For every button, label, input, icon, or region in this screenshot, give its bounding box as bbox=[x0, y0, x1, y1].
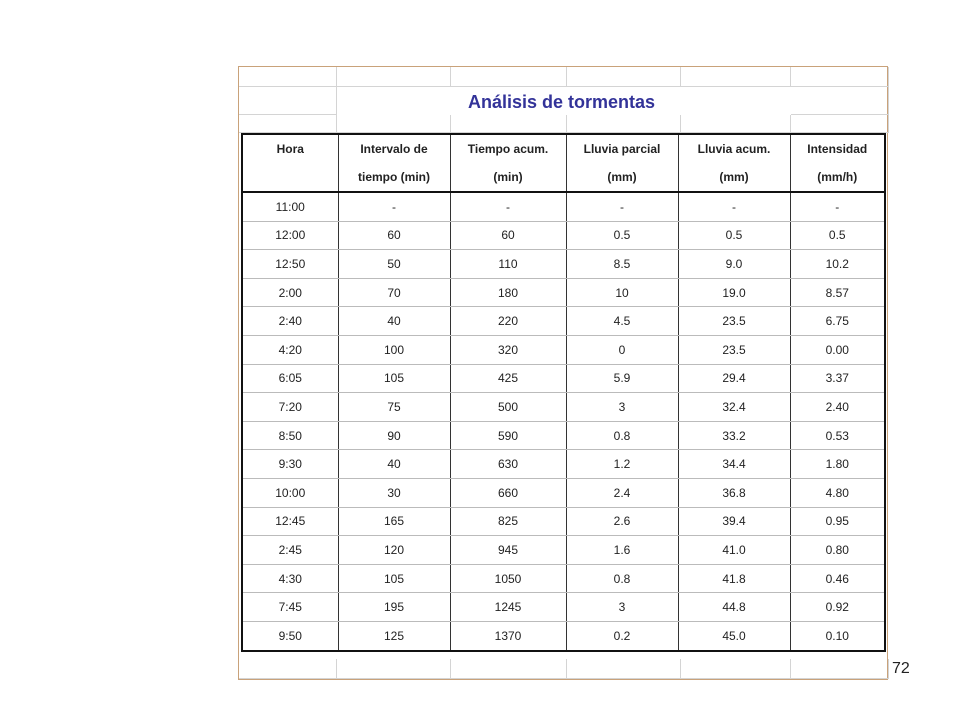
header-cell bbox=[242, 163, 338, 192]
table-row bbox=[242, 278, 885, 307]
grid-cell bbox=[567, 659, 681, 679]
table-cell: 0.5 bbox=[678, 221, 790, 250]
table-row bbox=[242, 393, 885, 422]
header-row bbox=[242, 134, 885, 163]
table-cell: 60 bbox=[338, 221, 450, 250]
table-cell: 195 bbox=[338, 593, 450, 622]
spreadsheet-sheet bbox=[238, 66, 888, 680]
table-row bbox=[242, 221, 885, 250]
header-cell: Lluvia acum. bbox=[678, 134, 790, 163]
table-row bbox=[242, 450, 885, 479]
grid-cell bbox=[451, 67, 567, 87]
table-cell: 7:20 bbox=[242, 393, 338, 422]
table-row bbox=[242, 364, 885, 393]
table-cell: 0.92 bbox=[790, 593, 885, 622]
table-cell: 660 bbox=[450, 478, 566, 507]
grid-cell bbox=[451, 115, 567, 133]
table-cell: 9:50 bbox=[278, 628, 302, 643]
table-cell: 0.2 bbox=[566, 621, 678, 650]
table-cell: 105 bbox=[338, 364, 450, 393]
table-cell: 40 bbox=[338, 307, 450, 336]
table-cell: 3 bbox=[566, 393, 678, 422]
table-cell: - bbox=[338, 192, 450, 221]
grid-cell bbox=[337, 115, 451, 133]
table-cell: 10 bbox=[566, 278, 678, 307]
table-cell: 39.4 bbox=[678, 507, 790, 536]
header-cell: (min) bbox=[450, 163, 566, 192]
table-cell: 2:00 bbox=[242, 278, 338, 307]
table-cell: 0.5 bbox=[790, 221, 885, 250]
table-cell: 41.0 bbox=[678, 536, 790, 565]
table-cell: 41.8 bbox=[678, 564, 790, 593]
table-cell: 1.80 bbox=[790, 450, 885, 479]
table-cell: 320 bbox=[450, 335, 566, 364]
table-cell: 12:00 bbox=[242, 221, 338, 250]
table-cell: 2:40 bbox=[242, 307, 338, 336]
table-cell: 30 bbox=[338, 478, 450, 507]
table-cell: 9.0 bbox=[678, 250, 790, 279]
grid-cell bbox=[337, 659, 451, 679]
grid-cell bbox=[239, 67, 337, 87]
table-cell: 945 bbox=[450, 536, 566, 565]
table-cell: 10:00 bbox=[242, 478, 338, 507]
table-cell: 33.2 bbox=[678, 421, 790, 450]
table-cell: 1370 bbox=[450, 621, 566, 650]
table-cell: 29.4 bbox=[678, 364, 790, 393]
header-cell: Intensidad bbox=[790, 134, 885, 163]
table-cell: 2.4 bbox=[566, 478, 678, 507]
table-cell: 3.37 bbox=[790, 364, 885, 393]
table-cell: 4:20 bbox=[242, 335, 338, 364]
table-cell: 23.5 bbox=[678, 335, 790, 364]
header-row-units bbox=[242, 163, 885, 192]
grid-cell bbox=[681, 115, 791, 133]
table-cell: 4.80 bbox=[790, 478, 885, 507]
header-cell: (mm) bbox=[678, 163, 790, 192]
table-cell: 75 bbox=[338, 393, 450, 422]
table-cell: 8.57 bbox=[790, 278, 885, 307]
grid-cell bbox=[239, 87, 337, 115]
table-cell: 0 bbox=[566, 335, 678, 364]
table-cell: 1245 bbox=[450, 593, 566, 622]
table-row bbox=[242, 192, 885, 221]
table-cell: 500 bbox=[450, 393, 566, 422]
grid-cell bbox=[791, 87, 889, 115]
table-cell: 110 bbox=[450, 250, 566, 279]
table-cell: 0.46 bbox=[790, 564, 885, 593]
grid-cell bbox=[791, 115, 889, 133]
table-cell: 10.2 bbox=[790, 250, 885, 279]
grid-cell bbox=[239, 659, 337, 679]
table-cell: - bbox=[678, 192, 790, 221]
grid-cell bbox=[567, 67, 681, 87]
table-row bbox=[242, 307, 885, 336]
table-cell: 60 bbox=[450, 221, 566, 250]
header-cell: Hora bbox=[276, 142, 304, 156]
header-cell: Intervalo de bbox=[338, 134, 450, 163]
table-cell: 90 bbox=[338, 421, 450, 450]
table-cell: 6.75 bbox=[790, 307, 885, 336]
table-cell: 0.00 bbox=[790, 335, 885, 364]
header-cell: (mm/h) bbox=[790, 163, 885, 192]
table-cell: 12:45 bbox=[242, 507, 338, 536]
table-cell: 0.10 bbox=[790, 621, 885, 650]
table-cell: 9:30 bbox=[242, 450, 338, 479]
table-cell: 34.4 bbox=[678, 450, 790, 479]
table-row bbox=[242, 250, 885, 279]
table-row bbox=[242, 593, 885, 622]
table-row bbox=[242, 507, 885, 536]
header-cell: Lluvia parcial bbox=[566, 134, 678, 163]
header-cell: tiempo (min) bbox=[338, 163, 450, 192]
header-cell: Tiempo acum. bbox=[450, 134, 566, 163]
table-cell: 1.6 bbox=[566, 536, 678, 565]
table-cell: 3 bbox=[566, 593, 678, 622]
table-cell: 36.8 bbox=[678, 478, 790, 507]
table-cell: 6:05 bbox=[242, 364, 338, 393]
grid-cell bbox=[239, 115, 337, 133]
table-cell: 45.0 bbox=[678, 621, 790, 650]
table-cell: 425 bbox=[450, 364, 566, 393]
table-cell: 32.4 bbox=[678, 393, 790, 422]
table-cell: 100 bbox=[338, 335, 450, 364]
table-cell: 40 bbox=[338, 450, 450, 479]
table-cell: 44.8 bbox=[678, 593, 790, 622]
table-cell: 125 bbox=[338, 621, 450, 650]
table-cell: 2:45 bbox=[242, 536, 338, 565]
table-cell: 50 bbox=[338, 250, 450, 279]
table-cell: - bbox=[566, 192, 678, 221]
table-cell: 1.2 bbox=[566, 450, 678, 479]
table-cell: 2.6 bbox=[566, 507, 678, 536]
table-cell: 5.9 bbox=[566, 364, 678, 393]
table-cell: 0.80 bbox=[790, 536, 885, 565]
table-cell: - bbox=[790, 192, 885, 221]
table-cell: 120 bbox=[338, 536, 450, 565]
table-cell: 8.5 bbox=[566, 250, 678, 279]
storm-analysis-table bbox=[241, 133, 886, 652]
header-cell: (mm) bbox=[566, 163, 678, 192]
table-cell: 630 bbox=[450, 450, 566, 479]
table-cell: 220 bbox=[450, 307, 566, 336]
table-cell: 825 bbox=[450, 507, 566, 536]
grid-cell bbox=[681, 67, 791, 87]
table-row bbox=[242, 478, 885, 507]
table-cell: 7:45 bbox=[242, 593, 338, 622]
table-cell: 105 bbox=[338, 564, 450, 593]
table-cell: 1050 bbox=[450, 564, 566, 593]
table-row bbox=[242, 421, 885, 450]
table-cell: 0.95 bbox=[790, 507, 885, 536]
table-title: Análisis de tormentas bbox=[467, 92, 656, 112]
page-number: 72 bbox=[892, 660, 910, 677]
table-cell: 590 bbox=[450, 421, 566, 450]
grid-cell bbox=[567, 115, 681, 133]
table-cell: 4.5 bbox=[566, 307, 678, 336]
table-cell: 2.40 bbox=[790, 393, 885, 422]
table-cell: 0.8 bbox=[566, 564, 678, 593]
table-cell: 23.5 bbox=[678, 307, 790, 336]
table-row bbox=[242, 564, 885, 593]
table-cell: 12:50 bbox=[242, 250, 338, 279]
grid-cell bbox=[791, 659, 889, 679]
table-cell: 0.53 bbox=[790, 421, 885, 450]
table-cell: 11:00 bbox=[242, 192, 338, 221]
table-cell: 70 bbox=[338, 278, 450, 307]
grid-cell bbox=[337, 67, 451, 87]
grid-cell bbox=[681, 659, 791, 679]
table-cell: 4:30 bbox=[242, 564, 338, 593]
table-row bbox=[242, 335, 885, 364]
table-cell: 0.5 bbox=[566, 221, 678, 250]
table-cell: 180 bbox=[450, 278, 566, 307]
table-cell: 8:50 bbox=[242, 421, 338, 450]
table-cell: 19.0 bbox=[678, 278, 790, 307]
table-cell: 165 bbox=[338, 507, 450, 536]
table-cell: - bbox=[450, 192, 566, 221]
table-row bbox=[242, 621, 885, 650]
table-row bbox=[242, 536, 885, 565]
grid-cell bbox=[791, 67, 889, 87]
grid-cell bbox=[451, 659, 567, 679]
table-cell: 0.8 bbox=[566, 421, 678, 450]
